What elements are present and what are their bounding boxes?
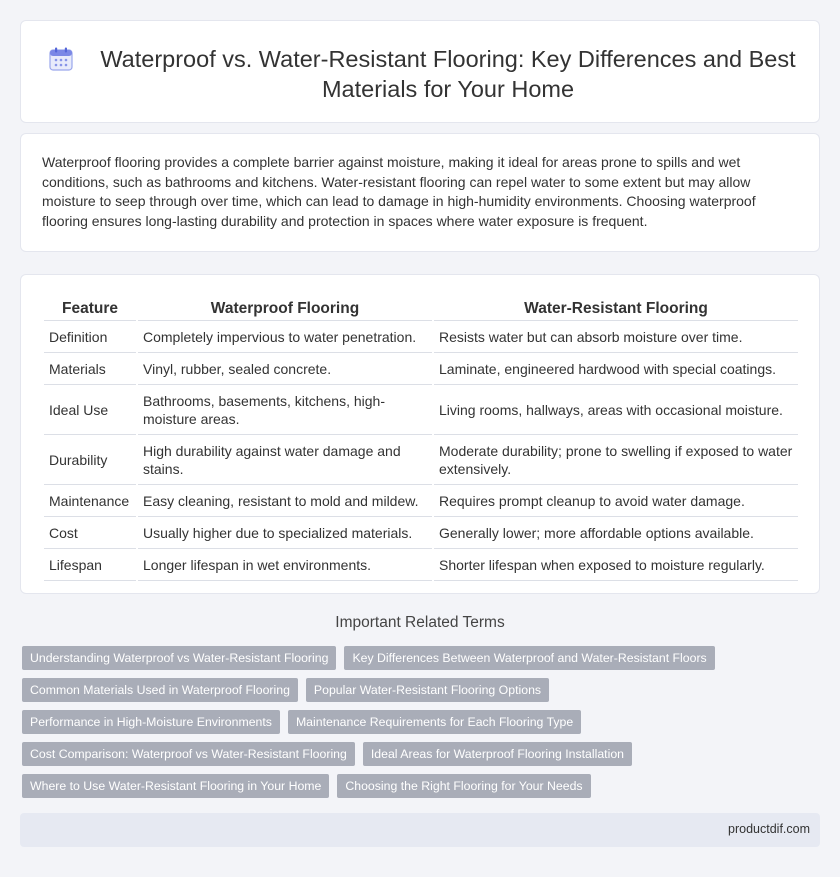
intro-card (20, 133, 820, 252)
table-row (44, 519, 798, 549)
table-row (44, 551, 798, 581)
related-term-tag[interactable]: Ideal Areas for Waterproof Flooring Installation (363, 742, 632, 766)
related-term-tag[interactable]: Cost Comparison: Waterproof vs Water-Resistant Flooring (22, 742, 355, 766)
calendar-icon (48, 46, 74, 72)
row-waterproof: High durability against water damage and stains. (138, 437, 432, 485)
footer-site-link[interactable]: productdif.com (728, 822, 810, 836)
row-waterproof: Completely impervious to water penetration. (138, 323, 432, 353)
row-feature: Cost (44, 519, 136, 549)
row-feature: Definition (44, 323, 136, 353)
row-feature: Lifespan (44, 551, 136, 581)
row-feature: Materials (44, 355, 136, 385)
table-row (44, 437, 798, 485)
comparison-table-card (20, 274, 820, 594)
related-term-tag[interactable]: Performance in High-Moisture Environments (22, 710, 280, 734)
row-waterproof: Bathrooms, basements, kitchens, high-moisture areas. (138, 387, 432, 435)
related-term-tag[interactable]: Choosing the Right Flooring for Your Needs (337, 774, 590, 798)
row-waterproof: Vinyl, rubber, sealed concrete. (138, 355, 432, 385)
related-term-tag[interactable]: Common Materials Used in Waterproof Flooring (22, 678, 298, 702)
row-water-resistant: Laminate, engineered hardwood with special coatings. (434, 355, 798, 385)
row-water-resistant: Living rooms, hallways, areas with occasional moisture. (434, 387, 798, 435)
table-row (44, 387, 798, 435)
row-waterproof: Longer lifespan in wet environments. (138, 551, 432, 581)
row-waterproof: Easy cleaning, resistant to mold and mildew. (138, 487, 432, 517)
row-water-resistant: Resists water but can absorb moisture over time. (434, 323, 798, 353)
related-term-tag[interactable]: Where to Use Water-Resistant Flooring in Your Home (22, 774, 329, 798)
intro-paragraph: Waterproof flooring provides a complete barrier against moisture, making it ideal for areas prone to spills and wet conditions, such as bathrooms and kitchens. Water-resistant flooring can repel water to some extent but may allow moisture to seep through over time, which can lead to damage in high-humidity environments. Choosing waterproof flooring ensures long-lasting durability and protection in spaces where water exposure is frequent. (42, 154, 756, 229)
table-header-row (44, 297, 798, 321)
header-water-resistant: Water-Resistant Flooring (434, 297, 798, 321)
table-row (44, 323, 798, 353)
row-water-resistant: Generally lower; more affordable options available. (434, 519, 798, 549)
related-term-tag[interactable]: Key Differences Between Waterproof and Water-Resistant Floors (344, 646, 714, 670)
row-water-resistant: Shorter lifespan when exposed to moisture regularly. (434, 551, 798, 581)
comparison-table (42, 295, 800, 583)
related-terms-tags (22, 646, 802, 798)
row-feature: Ideal Use (44, 387, 136, 435)
footer (20, 813, 820, 847)
related-term-tag[interactable]: Understanding Waterproof vs Water-Resistant Flooring (22, 646, 336, 670)
row-waterproof: Usually higher due to specialized materials. (138, 519, 432, 549)
table-row (44, 487, 798, 517)
header-waterproof: Waterproof Flooring (138, 297, 432, 321)
related-term-tag[interactable]: Popular Water-Resistant Flooring Options (306, 678, 549, 702)
table-row (44, 355, 798, 385)
row-feature: Durability (44, 437, 136, 485)
title-card (20, 20, 820, 123)
header-feature: Feature (44, 297, 136, 321)
page-title: Waterproof vs. Water-Resistant Flooring: Key Differences and Best Materials for Your Home (100, 46, 796, 102)
row-water-resistant: Moderate durability; prone to swelling if exposed to water extensively. (434, 437, 798, 485)
row-water-resistant: Requires prompt cleanup to avoid water damage. (434, 487, 798, 517)
related-terms-title: Important Related Terms (335, 614, 505, 631)
related-term-tag[interactable]: Maintenance Requirements for Each Flooring Type (288, 710, 581, 734)
row-feature: Maintenance (44, 487, 136, 517)
